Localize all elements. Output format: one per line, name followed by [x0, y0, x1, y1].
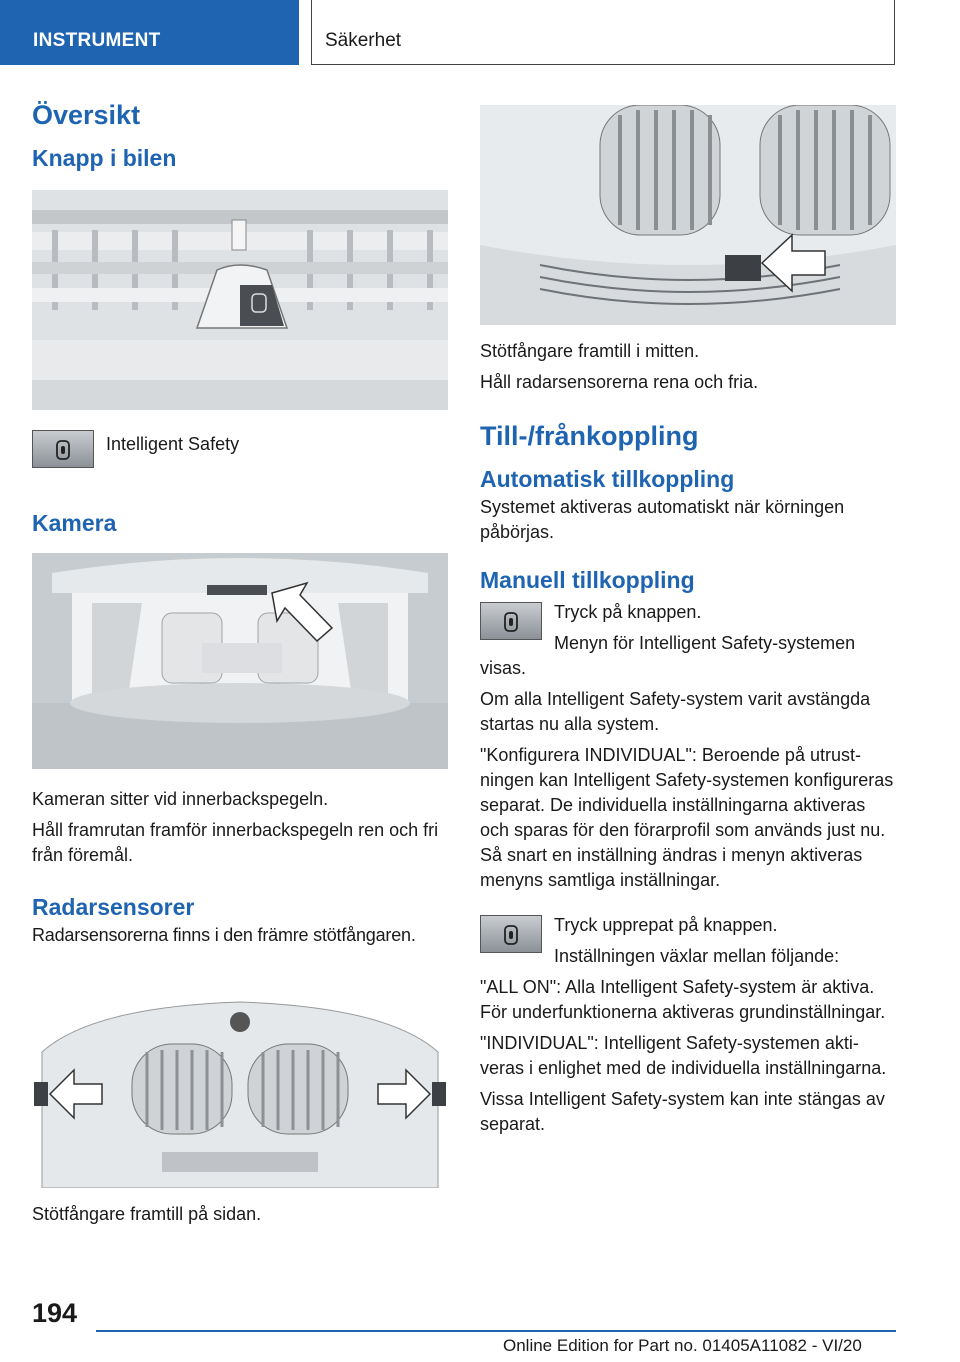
header-chapter-label: Säkerhet: [325, 30, 402, 51]
auto-text: Systemet aktiveras automatiskt när körningen påbörjas.: [480, 497, 845, 542]
keep-clean-text: Håll radarsensorerna rena och fria.: [480, 372, 759, 392]
manual-step-1: [480, 600, 896, 681]
front-bumper-center-illustration: [480, 105, 896, 325]
some-systems-text: Vissa Intelligent Safety-system kan inte stängas av separat.: [480, 1089, 885, 1134]
page-title: Översikt: [32, 100, 141, 130]
radar-heading: Radarsensorer: [32, 894, 195, 920]
radar-text-1: Radarsensorerna finns i den främre stötfångaren.: [32, 925, 416, 945]
button-label: Intelligent Safety: [106, 434, 240, 454]
individual-text: "INDIVIDUAL": Intelligent Safety-systemen aktiveras i enlighet med de individuella inställningarna.: [480, 1033, 887, 1078]
side-caption: Stötfångare framtill på sidan.: [32, 1204, 262, 1224]
manual-heading: Manuell tillkoppling: [480, 567, 695, 593]
front-bumper-side-illustration: [32, 962, 448, 1188]
page-number: 194: [32, 1298, 78, 1328]
header-section-label: INSTRUMENT: [33, 30, 161, 51]
camera-text-1: Kameran sitter vid innerbackspegeln.: [32, 789, 329, 809]
intelligent-safety-icon: [480, 915, 542, 953]
center-caption: Stötfångare framtill i mitten.: [480, 341, 700, 361]
left-column: [32, 100, 448, 1227]
press-repeat-text: Tryck upprepat på knappen.: [554, 915, 778, 935]
camera-text-2: Håll framrutan framför innerbackspegeln ren och fri från föremål.: [32, 820, 439, 865]
toggle-text: Inställningen växlar mellan följande:: [554, 946, 840, 966]
header-chapter: [311, 0, 895, 65]
right-column: [480, 100, 896, 1137]
configure-text: "Konfigurera INDIVIDUAL": Beroende på utrustningen kan Intelligent Safety-systemen konfigureras separat. De individuella inställningarna aktiveras och sparas för den förarprofil som används just nu. Så snart en inställning ändras i menyn aktiveras menyns samtliga inställningar.: [480, 745, 894, 890]
auto-heading: Automatisk tillkoppling: [480, 466, 735, 492]
footer-divider: [96, 1330, 896, 1332]
intelligent-safety-icon: [480, 602, 542, 640]
menu-shown-text: Menyn för Intelligent Safety-systemen visas.: [480, 633, 856, 678]
header-section: [0, 0, 299, 65]
grille-button-illustration: [32, 190, 448, 410]
switch-title: Till-/frånkoppling: [480, 421, 699, 451]
manual-step-2: [480, 913, 896, 969]
footer-edition: Online Edition for Part no. 01405A11082 - VI/20: [503, 1336, 862, 1355]
camera-heading: Kamera: [32, 510, 117, 536]
intelligent-safety-icon: [32, 430, 94, 468]
interior-camera-illustration: [32, 553, 448, 769]
button-heading: Knapp i bilen: [32, 145, 177, 171]
all-on-text: "ALL ON": Alla Intelligent Safety-system är aktiva. För underfunktionerna aktiveras grundinställningar.: [480, 977, 886, 1022]
all-off-text: Om alla Intelligent Safety-system varit avstängda startas nu alla system.: [480, 689, 871, 734]
button-legend: [32, 430, 448, 480]
press-button-text: Tryck på knappen.: [554, 602, 702, 622]
